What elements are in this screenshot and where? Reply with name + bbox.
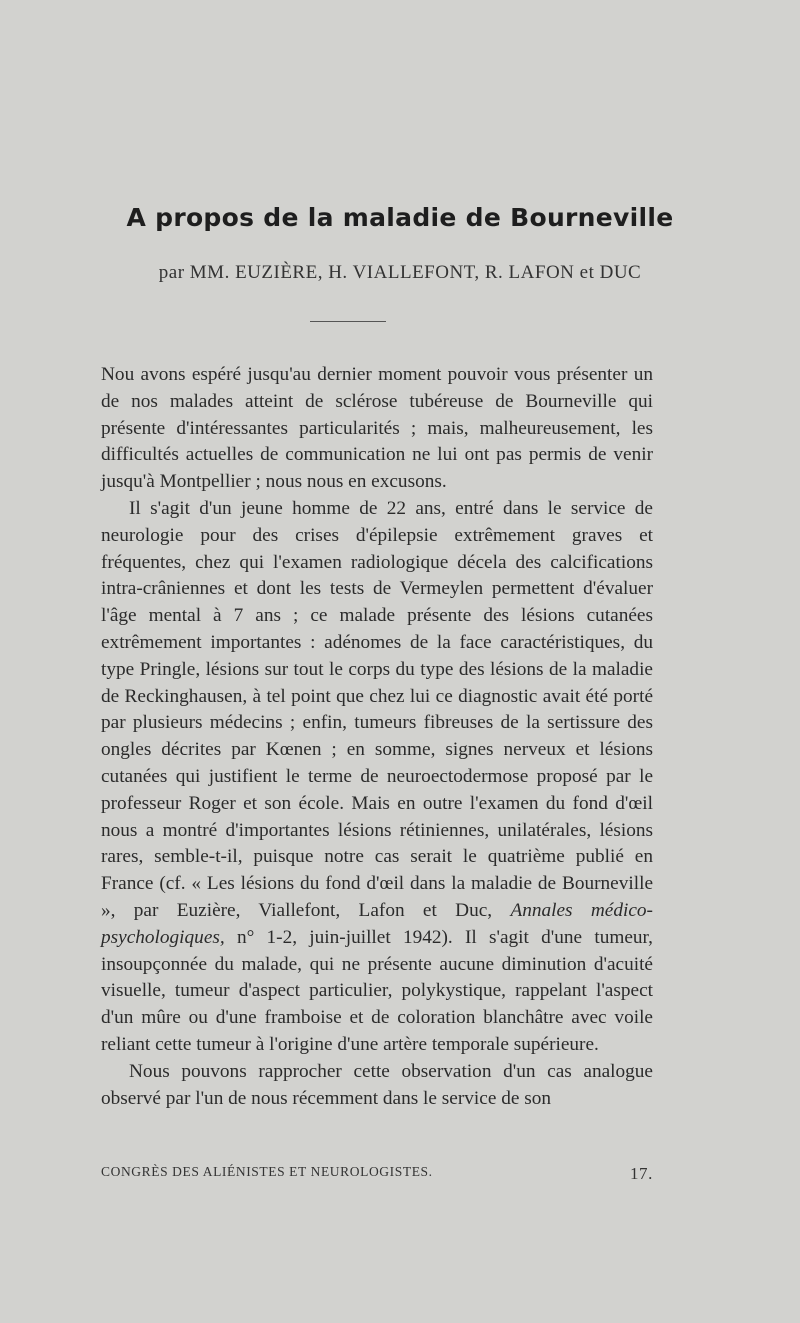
article-authors: par MM. EUZIÈRE, H. VIALLEFONT, R. LAFON et DUC xyxy=(158,262,642,283)
paragraph-2-text-a: Il s'agit d'un jeune homme de 22 ans, entré dans le service de neurologie pour des crises d'épilepsie extrêmement graves et fréquentes, chez qui l'examen radiologique décela des calcifications intra-crâniennes et dont les tests de Vermeylen permettent d'évaluer l'âge mental à 7 ans ; ce malade présente des lésions cutanées extrêmement importantes : adénomes de la face caractéristiques, du type Pringle, lésions sur tout le corps du type des lésions de la maladie de Reckinghausen, à tel point que chez lui ce diagnostic avait été porté par plusieurs médecins ; enfin, tumeurs fibreuses de la sertissure des ongles décrites par Kœnen ; en somme, signes nerveux et lésions cutanées qui justifient le terme de neuroectodermose proposé par le professeur Roger et son école. Mais en outre l'examen du fond d'œil nous a montré d'importantes lésions rétiniennes, unilatérales, lésions rares, semble-t-il, puisque notre cas serait le quatrième publié en France (cf. « Les lésions du fond d'œil dans la maladie de Bourneville », par Euzière, Viallefont, Lafon et Duc, xyxy=(101,497,653,921)
paragraph-2-text-b: n° 1-2, juin-juillet 1942). Il s'agit d'une tumeur, insoupçonnée du malade, qui ne présente aucune diminution d'acuité visuelle, tumeur d'aspect particulier, polykystique, rappelant l'aspect d'un mûre ou d'une framboise et de coloration blanchâtre avec voile reliant cette tumeur à l'origine d'une artère temporale supérieure. xyxy=(101,926,653,1055)
article-title: A propos de la maladie de Bourneville xyxy=(126,203,674,232)
separator-rule xyxy=(310,321,386,322)
page-number: 17. xyxy=(629,1164,653,1183)
paragraph-1: Nou avons espéré jusqu'au dernier moment pouvoir vous présenter un de nos malades atteint de sclérose tubéreuse de Bourneville qui présente d'intéressantes particularités ; mais, malheureusement, les difficultés actuelles de communication ne lui ont pas permis de venir jusqu'à Montpellier ; nous nous en excusons. xyxy=(101,364,653,493)
journal-title: Annales médico-psychologiques, xyxy=(101,899,653,948)
running-title: CONGRÈS DES ALIÉNISTES ET NEUROLOGISTES. xyxy=(101,1164,433,1179)
paragraph-3: Nous pouvons rapprocher cette observation d'un cas analogue observé par l'un de nous récemment dans le service de son xyxy=(101,1060,653,1109)
article-body xyxy=(101,362,653,1112)
paragraph-2 xyxy=(101,496,653,1059)
page-footer xyxy=(101,1164,653,1184)
